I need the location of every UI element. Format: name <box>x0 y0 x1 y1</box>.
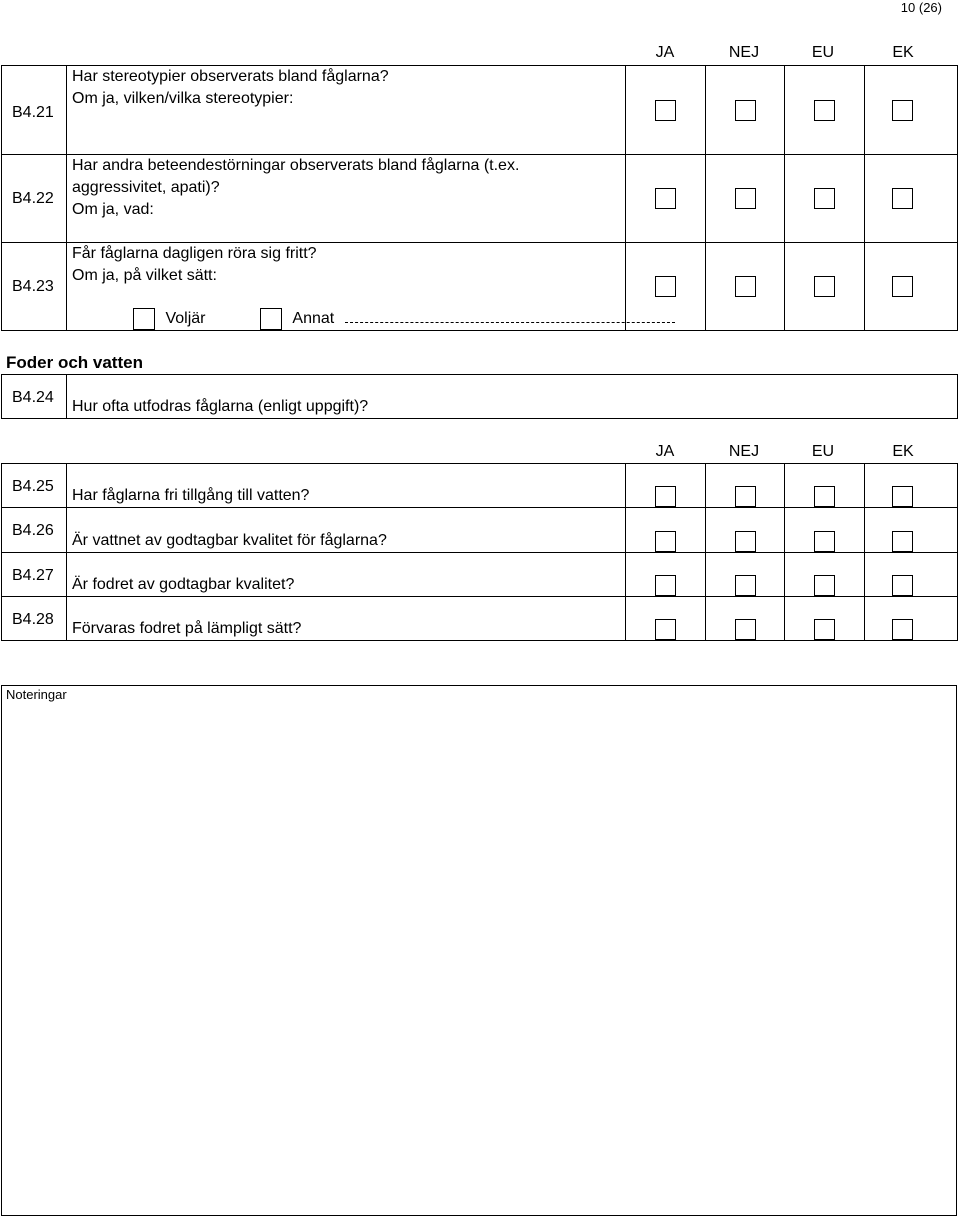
checkbox-nej[interactable] <box>735 486 756 507</box>
checkbox-eu[interactable] <box>814 486 835 507</box>
question-id: B4.21 <box>12 104 54 121</box>
checkbox-ja[interactable] <box>655 575 676 596</box>
checkbox-ek[interactable] <box>892 188 913 209</box>
question-text: aggressivitet, apati)? <box>72 179 220 196</box>
question-row-b428 <box>2 597 958 641</box>
checkbox-eu[interactable] <box>814 100 835 121</box>
checkbox-nej[interactable] <box>735 100 756 121</box>
annat-text-line[interactable] <box>345 322 675 323</box>
checkbox-ek[interactable] <box>892 100 913 121</box>
question-text: Om ja, på vilket sätt: <box>72 267 217 284</box>
question-text: Om ja, vad: <box>72 201 154 218</box>
header-ja: JA <box>655 443 675 460</box>
question-text: Förvaras fodret på lämpligt sätt? <box>72 620 302 637</box>
checkbox-ja[interactable] <box>655 100 676 121</box>
question-id: B4.24 <box>12 389 54 406</box>
question-text: Om ja, vilken/vilka stereotypier: <box>72 90 294 107</box>
checkbox-ek[interactable] <box>892 575 913 596</box>
checkbox-nej[interactable] <box>735 188 756 209</box>
movement-options <box>133 308 675 330</box>
feeding-frequency-table <box>1 374 958 419</box>
question-id: B4.26 <box>12 522 54 539</box>
checkbox-ja[interactable] <box>655 619 676 640</box>
checkbox-eu[interactable] <box>814 575 835 596</box>
checkbox-ja[interactable] <box>655 188 676 209</box>
question-row-b421 <box>2 66 958 155</box>
question-text: Hur ofta utfodras fåglarna (enligt uppgift)? <box>72 398 369 415</box>
header-nej: NEJ <box>728 443 760 460</box>
question-id: B4.27 <box>12 567 54 584</box>
question-text: Är fodret av godtagbar kvalitet? <box>72 576 295 593</box>
question-row-b424 <box>2 375 958 419</box>
checkbox-eu[interactable] <box>814 188 835 209</box>
header-nej: NEJ <box>728 44 760 61</box>
question-text: Har andra beteendestörningar observerats bland fåglarna (t.ex. <box>72 157 520 174</box>
checkbox-ja[interactable] <box>655 531 676 552</box>
page-number: 10 (26) <box>900 0 942 15</box>
question-text: Är vattnet av godtagbar kvalitet för fåglarna? <box>72 532 387 549</box>
checkbox-ek[interactable] <box>892 276 913 297</box>
header-ek: EK <box>892 44 914 61</box>
question-text: Har fåglarna fri tillgång till vatten? <box>72 487 310 504</box>
question-id: B4.23 <box>12 277 54 295</box>
behaviour-questions-table <box>1 65 958 331</box>
checkbox-nej[interactable] <box>735 531 756 552</box>
question-row-b426 <box>2 508 958 553</box>
checkbox-eu[interactable] <box>814 619 835 640</box>
checkbox-nej[interactable] <box>735 575 756 596</box>
option-voljar-label: Voljär <box>165 310 206 328</box>
checkbox-annat[interactable] <box>260 308 282 330</box>
checkbox-voljar[interactable] <box>133 308 155 330</box>
question-row-b427 <box>2 553 958 597</box>
question-row-b422 <box>2 155 958 243</box>
checkbox-nej[interactable] <box>735 276 756 297</box>
checkbox-ek[interactable] <box>892 531 913 552</box>
question-id: B4.25 <box>12 478 54 495</box>
header-eu: EU <box>811 44 835 61</box>
checkbox-ek[interactable] <box>892 619 913 640</box>
section-title: Foder och vatten <box>6 353 143 372</box>
header-eu: EU <box>811 443 835 460</box>
checkbox-nej[interactable] <box>735 619 756 640</box>
header-ek: EK <box>892 443 914 460</box>
checkbox-eu[interactable] <box>814 276 835 297</box>
question-row-b423 <box>2 243 958 331</box>
checkbox-ek[interactable] <box>892 486 913 507</box>
question-text: Får fåglarna dagligen röra sig fritt? <box>72 245 317 262</box>
checkbox-ja[interactable] <box>655 276 676 297</box>
checkbox-ja[interactable] <box>655 486 676 507</box>
question-text: Har stereotypier observerats bland fåglarna? <box>72 68 389 85</box>
checkbox-eu[interactable] <box>814 531 835 552</box>
header-ja: JA <box>655 44 675 61</box>
option-annat-label: Annat <box>292 310 335 328</box>
question-id: B4.28 <box>12 611 54 628</box>
question-id: B4.22 <box>12 189 54 207</box>
food-water-questions-table <box>1 463 958 641</box>
notes-label: Noteringar <box>6 687 67 702</box>
question-row-b425 <box>2 464 958 508</box>
notes-box[interactable] <box>1 685 957 1216</box>
